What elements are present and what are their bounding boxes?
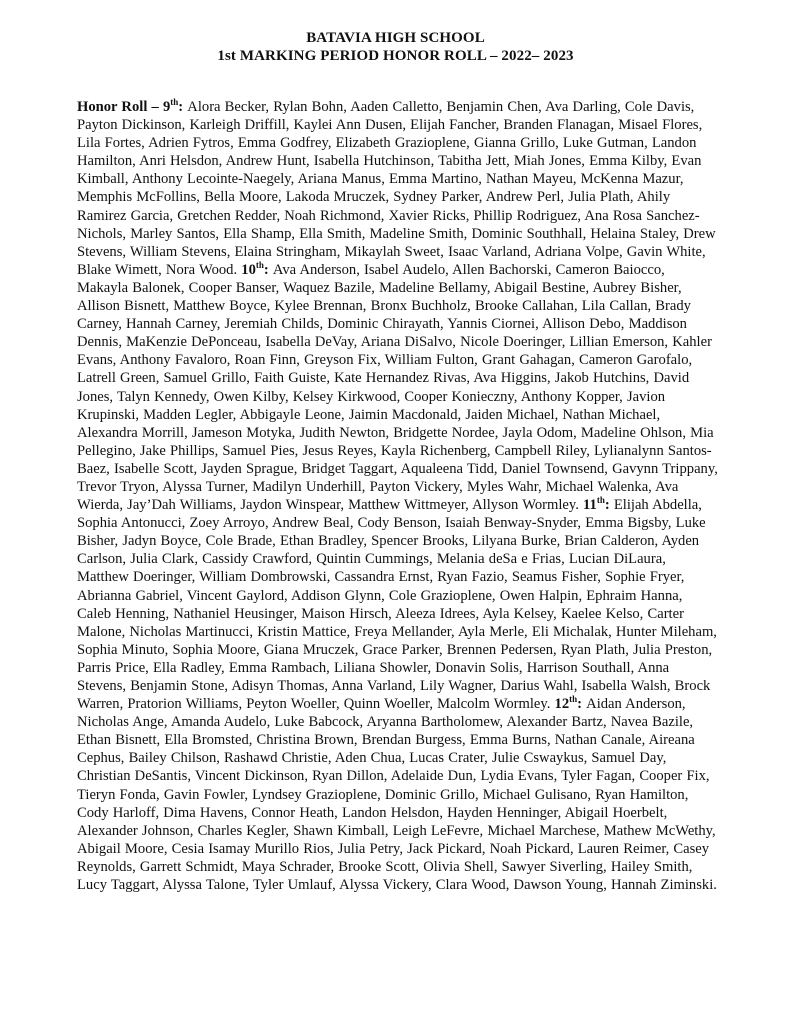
grade-9-section [77,99,716,278]
section-lead: Honor Roll – [77,99,163,115]
grade-number: 9 [162,99,171,115]
grade-9-heading [77,99,187,115]
grade-11-heading [583,497,614,513]
grade-colon: : [178,99,188,115]
grade-colon: : [263,261,273,278]
grade-10-section [77,259,718,514]
grade-11-names: Elijah Abdella, Sophia Antonucci, Zoey Arroyo, Andrew Beal, Cody Benson, Isaiah Benway-Snyder, Emma Bigsby, Luke Bisher, Jadyn Boyce, Cole Brade, Ethan Bradley, Spencer Brooks, Lilyana Burke, Brian Calderon, Ayden Carlson, Julia Clark, Cassidy Crawford, Quintin Cummings, Melania deSa e Frias, Lucian DiLaura, Matthew Doeringer, William Dombrowski, Cassandra Ernst, Ryan Fazio, Seamus Fisher, Sophie Fryer, Abrianna Gabriel, Vincent Gaylord, Addison Glynn, Cole Grazioplene, Owen Halpin, Ephraim Hanna, Caleb Henning, Nathaniel Heusinger, Maison Hirsch, Aleeza Idrees, Ayla Kelsey, Kaelee Kelso, Carter Malone, Nicholas Martinucci, Kristin Mattice, Freya Mellander, Ayla Merle, Eli Michalak, Hunter Mileham, Sophia Minuto, Sophia Moore, Giana Mruczek, Grace Parker, Brennen Pedersen, Ryan Plath, Julia Preston, Parris Price, Ella Radley, Emma Rambach, Liliana Showler, Donavin Solis, Harrison Southall, Anna Stevens, Benjamin Stone, Adisyn Thomas, Anna Varland, Lily Wagner, Darius Wahl, Isabella Walsh, Brock Warren, Pratorion Williams, Peyton Woeller, Quinn Woeller, Malcolm Wormley. [77,497,717,713]
grade-12-names: Aidan Anderson, Nicholas Ange, Amanda Audelo, Luke Babcock, Aryanna Bartholomew, Alexander Bartz, Navea Bazile, Ethan Bisnett, Ella Bromsted, Christina Brown, Brendan Burgess, Emma Burns, Nathan Canale, Aireana Cephus, Bailey Chilson, Rashawd Christie, Aden Chua, Lucas Crater, Julie Cswaykus, Samuel Day, Christian DeSantis, Vincent Dickinson, Ryan Dillon, Adelaide Dun, Lydia Evans, Tyler Fagan, Cooper Fix, Tieryn Fonda, Gavin Fowler, Lyndsey Grazioplene, Dominic Grillo, Michael Gulisano, Ryan Hamilton, Cody Harloff, Dima Havens, Connor Heath, Landon Helsdon, Hayden Henninger, Abigail Hoerbelt, Alexander Johnson, Charles Kegler, Shawn Kimball, Leigh LeFevre, Michael Marchese, Mathew McWethy, Abigail Moore, Cesia Isamay Murillo Rios, Julia Petry, Jack Pickard, Noah Pickard, Lauren Reimer, Casey Reynolds, Garrett Schmidt, Maya Schrader, Brooke Scott, Olivia Shell, Sawyer Siverling, Hailey Smith, Lucy Taggart, Alyssa Talone, Tyler Umlauf, Alyssa Vickery, Clara Wood, Dawson Young, Hannah Ziminski. [77,696,717,894]
grade-suffix: th [170,97,179,108]
document-header [0,29,791,65]
honor-roll-body [77,98,718,894]
grade-number: 11 [583,497,597,514]
grade-colon: : [577,696,587,713]
document-title: 1st MARKING PERIOD HONOR ROLL – 2022– 2023 [217,48,574,64]
grade-9-names: Alora Becker, Rylan Bohn, Aaden Calletto, Benjamin Chen, Ava Darling, Cole Davis, Payton Dickinson, Karleigh Driffill, Kaylei Ann Dusen, Elijah Fancher, Branden Flanagan, Misael Flores, Lila Fortes, Adrien Fytros, Emma Godfrey, Elizabeth Grazioplene, Gianna Grillo, Luke Gutman, Landon Hamilton, Anri Helsdon, Andrew Hunt, Isabella Hutchinson, Tabitha Jett, Miah Jones, Emma Kilby, Evan Kimball, Anthony Lecointe-Naegely, Ariana Manus, Emma Martino, Nathan Mayeu, McKenna Mazur, Memphis McFollins, Bella Moore, Lakoda Mruczek, Sydney Parker, Andrew Perl, Julia Plath, Ahily Ramirez Garcia, Gretchen Redder, Noah Richmond, Xavier Ricks, Phillip Rodriguez, Ana Rosa Sanchez-Nichols, Marley Santos, Ella Shamp, Ella Smith, Madeline Smith, Dominic Southhall, Helaina Staley, Drew Stevens, William Stevens, Elaina Stringham, Mikaylah Sweet, Isaac Varland, Adriana Volpe, Gavin White, Blake Wimett, Nora Wood. [77,99,716,278]
grade-number: 10 [241,261,256,278]
grade-suffix: th [596,495,605,506]
grade-12-section [77,696,717,893]
grade-suffix: th [255,259,264,270]
grade-suffix: th [569,694,578,705]
school-name: BATAVIA HIGH SCHOOL [306,30,485,46]
grade-10-heading [241,259,273,278]
grade-12-heading [555,696,587,712]
grade-11-section [77,497,717,712]
grade-colon: : [604,497,614,514]
grade-10-names: Ava Anderson, Isabel Audelo, Allen Bachorski, Cameron Baiocco, Makayla Balonek, Cooper Banser, Waquez Bazile, Madeline Bellamy, Abigail Bestine, Aubrey Bisher, Allison Bisnett, Matthew Boyce, Kylee Brennan, Bronx Buchholz, Brooke Callahan, Lila Callan, Brady Carney, Hannah Carney, Jeremiah Childs, Dominic Chirayath, Yannis Ciornei, Allison Debo, Maddison Dennis, MaKenzie DePonceau, Isabella DeVay, Ariana DiSalvo, Nicole Doeringer, Lillian Emerson, Kahler Evans, Anthony Favaloro, Roan Finn, Greyson Fix, William Fulton, Grant Gahagan, Cameron Garofalo, Latrell Green, Samuel Grillo, Faith Guiste, Kate Hernandez Rivas, Ava Higgins, Jakob Hutchins, David Jones, Talyn Kennedy, Owen Kilby, Kelsey Kirkwood, Cooper Konieczny, Anthony Kopper, Javion Krupinski, Madden Legler, Abbigayle Leone, Jaimin Macdonald, Jaiden Michael, Nathan Michael, Alexandra Morrill, Jameson Motyka, Judith Newton, Bridgette Nordee, Jayla Odom, Madeline Ohlson, Mia Pellegino, Jake Phillips, Samuel Pies, Jesus Reyes, Kayla Richenberg, Campbell Riley, Lylianalynn Santos-Baez, Isabelle Scott, Jayden Sprague, Bridget Taggart, Aqualeena Tidd, Daniel Townsend, Gavynn Trippany, Trevor Tryon, Alyssa Turner, Madilyn Underhill, Payton Vickery, Myles Wahr, Michael Walenka, Ava Wierda, Jay’Dah Williams, Jaydon Winspear, Matthew Wittmeyer, Allyson Wormley. [77,261,718,514]
grade-number: 12 [554,696,570,713]
